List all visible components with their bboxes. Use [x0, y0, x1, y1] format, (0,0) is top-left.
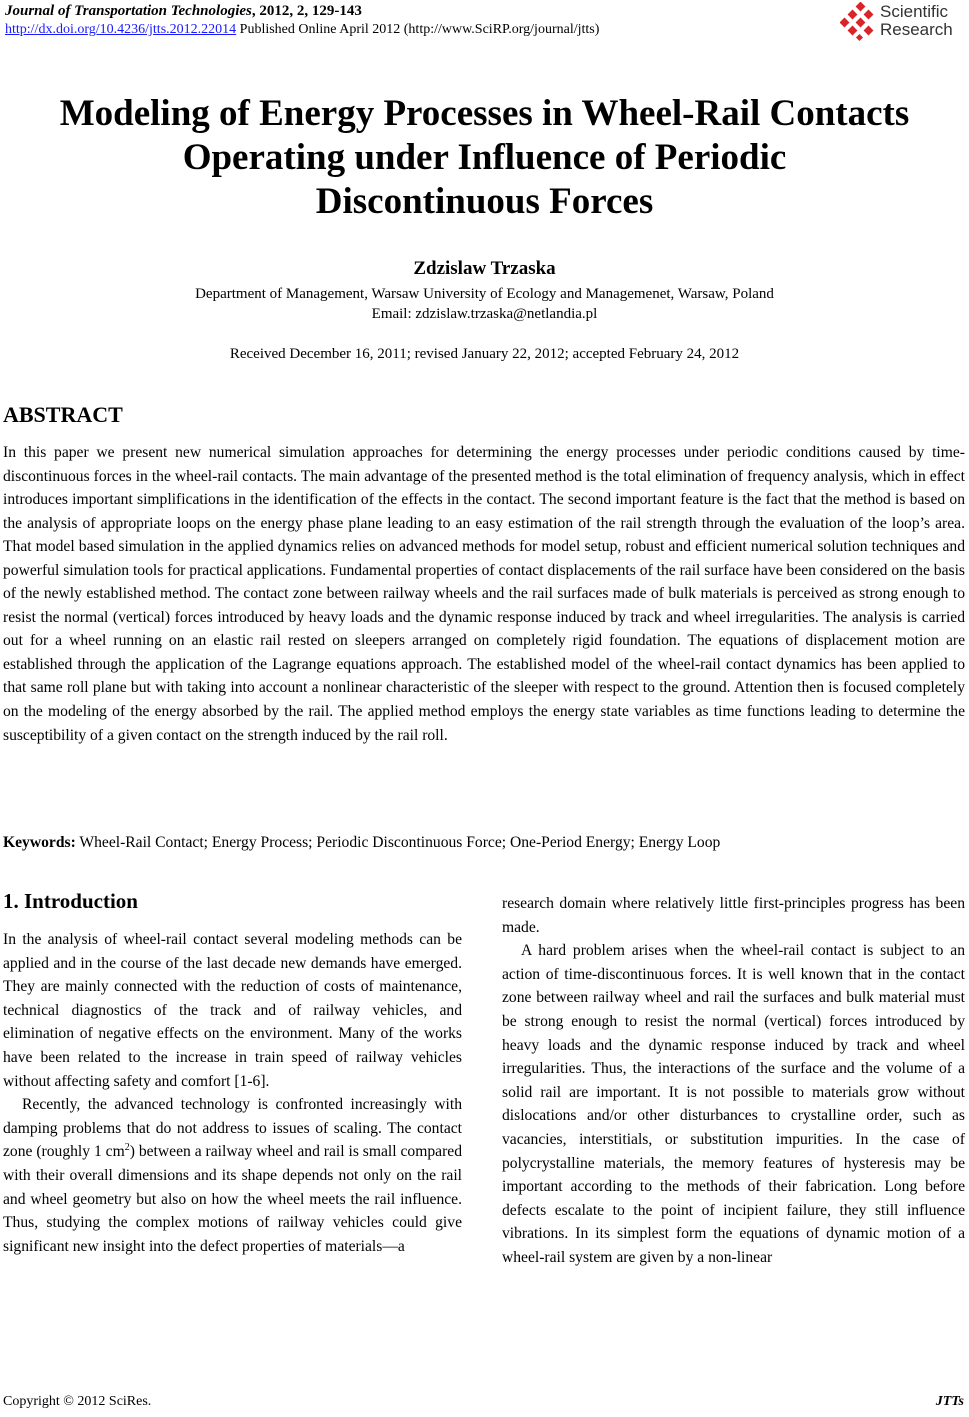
logo-mark-icon	[840, 2, 880, 42]
title-line-1: Modeling of Energy Processes in Wheel-Rail Contacts	[59, 93, 910, 134]
intro-paragraph-4: A hard problem arises when the wheel-rail contact is subject to an action of time-discontinuous forces. It is well known that in the contact zone between railway wheel and rail the surfaces and bulk material must be strong enough to resist the normal (vertical) forces introduced by heavy loads and the dynamic response induced by track and wheel irregularities. Thus, the interactions of the surface and the volume of a solid rail are important. It is not possible to materials grow without dislocations and/or other disturbances to crystalline order, such as vacancies, interstitials, or substitution impurities. In the case of polycrystalline materials, the memory features of hysteresis may be important according to the methods of their fabrication. Long before defects escalate to the point of incipient failure, they still influence vibrations. In its simplest form the equations of dynamic motion of a wheel-rail system are given by a non-linear	[502, 942, 965, 1266]
keywords-text: Wheel-Rail Contact; Energy Process; Periodic Discontinuous Force; One-Period Energy; Energy Loop	[75, 834, 721, 851]
right-column	[502, 892, 965, 1270]
journal-citation	[5, 3, 362, 20]
intro-paragraph-1: In the analysis of wheel-rail contact several modeling methods can be applied and in the course of the last decade new demands have emerged. They are mainly connected with the reduction of costs of maintenance, technical diagnostics of the track and of railway vehicles, and elimination of negative effects on the environment. Many of the works have been related to the increase in train speed of railway vehicles without affecting safety and comfort [1-6].	[3, 931, 462, 1090]
logo-word-scientific: Scientific	[880, 2, 949, 21]
keywords-label: Keywords:	[3, 834, 76, 851]
section-heading-introduction: 1. Introduction	[3, 889, 138, 913]
footer-journal-abbr: JTTs	[935, 1394, 964, 1409]
abstract-heading: ABSTRACT	[3, 402, 123, 427]
title-line-3: Discontinuous Forces	[315, 181, 654, 222]
published-online: Published Online April 2012 (http://www.SciRP.org/journal/jtts)	[236, 22, 600, 37]
superscript-2: 2	[124, 1142, 130, 1154]
left-column	[3, 928, 462, 1258]
footer-copyright: Copyright © 2012 SciRes.	[3, 1394, 152, 1409]
keywords	[3, 834, 965, 852]
abstract-text: In this paper we present new numerical simulation approaches for determining the energy processes under periodic conditions caused by time-discontinuous forces in the wheel-rail contacts. The main advantage of the presented method is the total elimination of frequency analysis, which in effect introduces important simplifications in the identification of the effects in the contact. The second important feature is the fact that the method is based on the analysis of appropriate loops on the energy phase plane leading to an easy estimation of the rail strength through the evaluation of the loop’s area. That model based simulation in the applied dynamics relies on advanced methods for model setup, robust and efficient numerical solution techniques and powerful simulation tools for practical applications. Fundamental properties of contact displacements of the rail surface have been considered on the basis of the newly established method. The contact zone between railway wheels and the rail surfaces made of bulk materials is perceived as strong enough to resist the normal (vertical) forces introduced by heavy loads and the dynamic response induced by track and wheel irregularities. The analysis is carried out for a wheel running on an elastic rail rested on sleepers arranged on completely rigid foundation. The equations of displacement motion are established through the application of the Lagrange equations approach. The established model of the wheel-rail contact dynamics has been applied to that same roll plane but with taking into account a nonlinear characteristic of the sleeper with respect to the ground. Attention then is focused completely on the modeling of the energy absorbed by the rail. The applied method employs the energy state variables as time functions leading to determine the susceptibility of a given contact on the strength induced by the rail roll.	[3, 444, 965, 744]
logo-word-research: Research	[880, 20, 953, 39]
journal-name: Journal of Transportation Technologies	[5, 3, 252, 19]
author-affiliation	[0, 284, 969, 324]
title-line-2: Operating under Influence of Periodic	[182, 137, 787, 178]
publication-line	[5, 22, 599, 38]
author-name: Zdzislaw Trzaska	[413, 258, 556, 279]
logo-wordmark	[880, 3, 953, 39]
intro-paragraph-2	[3, 1093, 462, 1258]
paper-title	[0, 92, 969, 224]
intro-paragraph-3: research domain where relatively little first-principles progress has been made.	[502, 895, 965, 936]
intro-paragraph-2-part-b: ) between a railway wheel and rail is small compared with their overall dimensions and its shape depends not only on the rail and wheel geometry but also on how the wheel meets the rail influence. Thus, studying the complex motions of railway vehicles could give significant new insight into the defect properties of materials—a	[3, 1143, 462, 1255]
received-dates: Received December 16, 2011; revised January 22, 2012; accepted February 24, 2012	[229, 346, 740, 362]
journal-issue: , 2012, 2, 129-143	[251, 3, 362, 19]
scientific-research-logo	[840, 2, 965, 42]
intro-paragraph-2-part-a: Recently, the advanced technology is confronted increasingly with damping problems that do not address to issues of scaling. The contact zone (roughly 1 cm	[3, 1096, 462, 1161]
affiliation-text: Department of Management, Warsaw University of Ecology and Managemenet, Warsaw, Poland	[195, 286, 774, 302]
doi-link[interactable]: http://dx.doi.org/10.4236/jtts.2012.22014	[5, 22, 237, 37]
author-email: Email: zdzislaw.trzaska@netlandia.pl	[371, 306, 598, 322]
